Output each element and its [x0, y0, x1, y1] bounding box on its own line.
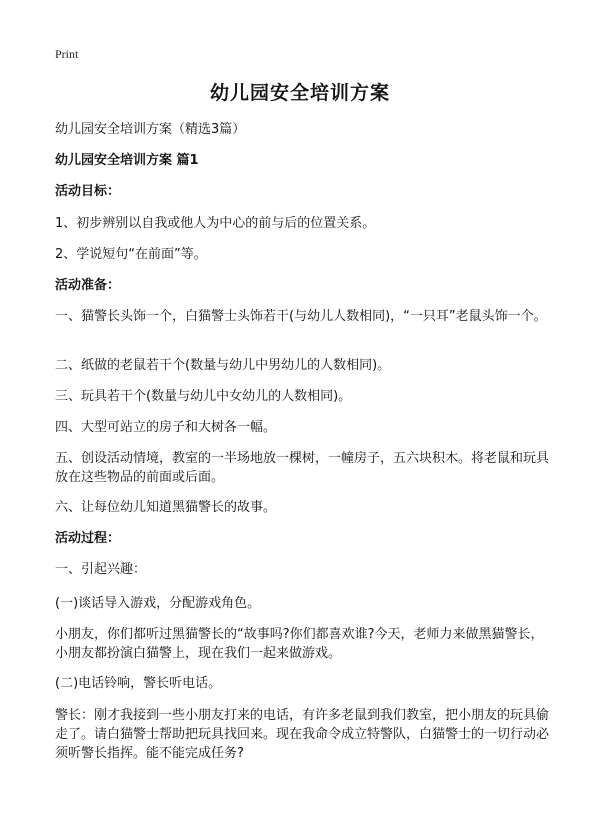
document-subtitle: 幼儿园安全培训方案（精选3篇）: [55, 122, 246, 137]
goal-heading: 活动目标：: [55, 184, 121, 199]
goal-item-1: 1、初步辨别以自我或他人为中心的前与后的位置关系。: [55, 216, 376, 231]
page-title: 幼儿园安全培训方案: [209, 82, 390, 104]
prep-item-5: 五、创设活动情境，教室的一半场地放一棵树，一幢房子，五六块积木。将老鼠和玩具放在这些物品的前面或后面。: [55, 451, 550, 485]
process-step-1a: (一)谈话导入游戏，分配游戏角色。: [55, 596, 261, 611]
prep-item-4: 四、大型可站立的房子和大树各一幅。: [55, 420, 277, 435]
process-step-1b: (二)电话铃响，警长听电话。: [55, 676, 222, 691]
process-step-1b-text: 警长：刚才我接到一些小朋友打来的电话，有许多老鼠到我们教室，把小朋友的玩具偷走了。请白猫警士帮助把玩具找回来。现在我命令成立特警队，白猫警士的一切行动必须听警长指挥。能不能完成任务?: [55, 708, 550, 761]
goal-item-2: 2、学说短句“在前面”等。: [55, 247, 207, 262]
prep-item-2: 二、纸做的老鼠若干个(数量与幼儿中男幼儿的人数相同)。: [55, 358, 391, 373]
prep-heading: 活动准备：: [55, 278, 121, 293]
prep-item-6: 六、让每位幼儿知道黑猫警长的故事。: [55, 500, 277, 515]
print-link[interactable]: Print: [55, 47, 79, 61]
prep-item-3: 三、玩具若干个(数量与幼儿中女幼儿的人数相同)。: [55, 389, 352, 404]
process-step-1a-text: 小朋友，你们都听过黑猫警长的“故事吗?你们都喜欢谁?今天，老师力来做黑猫警长，小朋友都扮演白猫警上，现在我们一起来做游戏。: [55, 627, 544, 661]
section-heading: 幼儿园安全培训方案 篇1: [55, 153, 199, 168]
prep-item-1: 一、猫警长头饰一个，白猫警士头饰若干(与幼儿人数相同)，“一只耳”老鼠头饰一个。: [55, 309, 547, 324]
process-heading: 活动过程：: [55, 531, 121, 546]
process-step-1: 一、引起兴趣：: [55, 562, 147, 577]
